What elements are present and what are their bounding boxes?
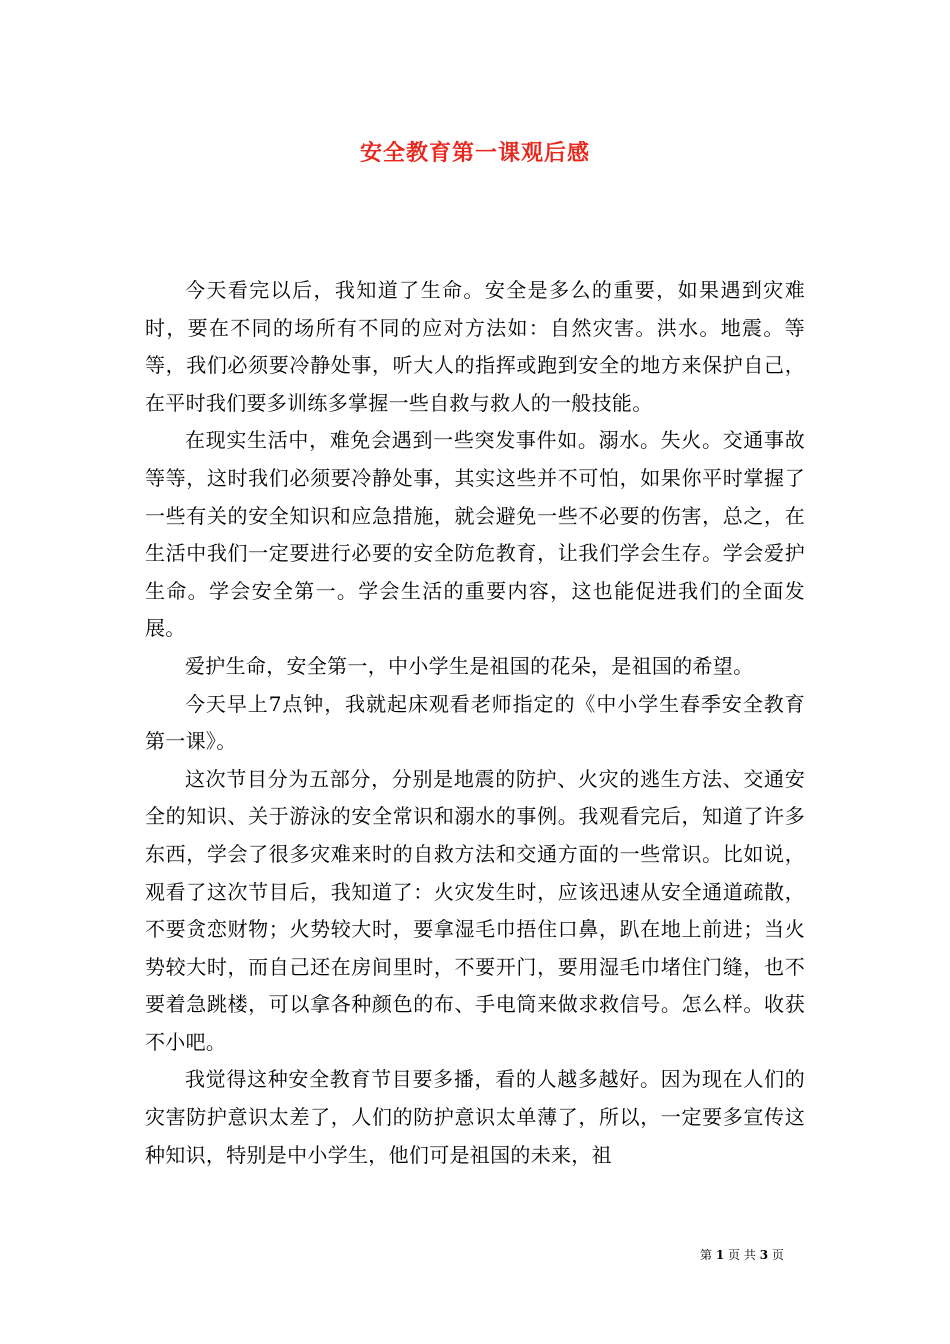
paragraph: 今天看完以后，我知道了生命。安全是多么的重要，如果遇到灾难时，要在不同的场所有不同的应对方法如：自然灾害。洪水。地震。等等，我们必须要冷静处事，听大人的指挥或跑到安全的地方来保护自己，在平时我们要多训练多掌握一些自救与救人的一般技能。: [145, 278, 805, 415]
current-page-number: 1: [715, 1248, 725, 1262]
document-title: 安全教育第一课观后感: [359, 140, 590, 166]
total-pages-number: 3: [759, 1248, 769, 1262]
paragraph: 爱护生命，安全第一，中小学生是祖国的花朵，是祖国的希望。: [185, 653, 754, 678]
page-footer: [700, 1246, 820, 1263]
footer-middle: 页 共: [728, 1248, 756, 1262]
footer-suffix: 页: [771, 1248, 784, 1262]
paragraph: 我觉得这种安全教育节目要多播，看的人越多越好。因为现在人们的灾害防护意识太差了，人们的防护意识太单薄了，所以，一定要多宣传这种知识，特别是中小学生，他们可是祖国的未来，祖: [145, 1067, 805, 1167]
paragraph: 这次节目分为五部分，分别是地震的防护、火灾的逃生方法、交通安全的知识、关于游泳的安全常识和溺水的事例。我观看完后，知道了许多东西，学会了很多灾难来时的自救方法和交通方面的一些常识。比如说，观看了这次节目后，我知道了：火灾发生时，应该迅速从安全通道疏散，不要贪恋财物；火势较大时，要拿湿毛巾捂住口鼻，趴在地上前进；当火势较大时，而自己还在房间里时，不要开门，要用湿毛巾堵住门缝，也不要着急跳楼，可以拿各种颜色的布、手电筒来做求救信号。怎么样。收获不小吧。: [145, 766, 805, 1054]
paragraph: 今天早上7点钟，我就起床观看老师指定的《中小学生春季安全教育第一课》。: [145, 691, 805, 754]
footer-prefix: 第: [700, 1248, 713, 1262]
paragraph: 在现实生活中，难免会遇到一些突发事件如。溺水。失火。交通事故等等，这时我们必须要冷静处事，其实这些并不可怕，如果你平时掌握了一些有关的安全知识和应急措施，就会避免一些不必要的伤害，总之，在生活中我们一定要进行必要的安全防危教育，让我们学会生存。学会爱护生命。学会安全第一。学会生活的重要内容，这也能促进我们的全面发展。: [145, 428, 805, 641]
document-body: [145, 272, 805, 1174]
